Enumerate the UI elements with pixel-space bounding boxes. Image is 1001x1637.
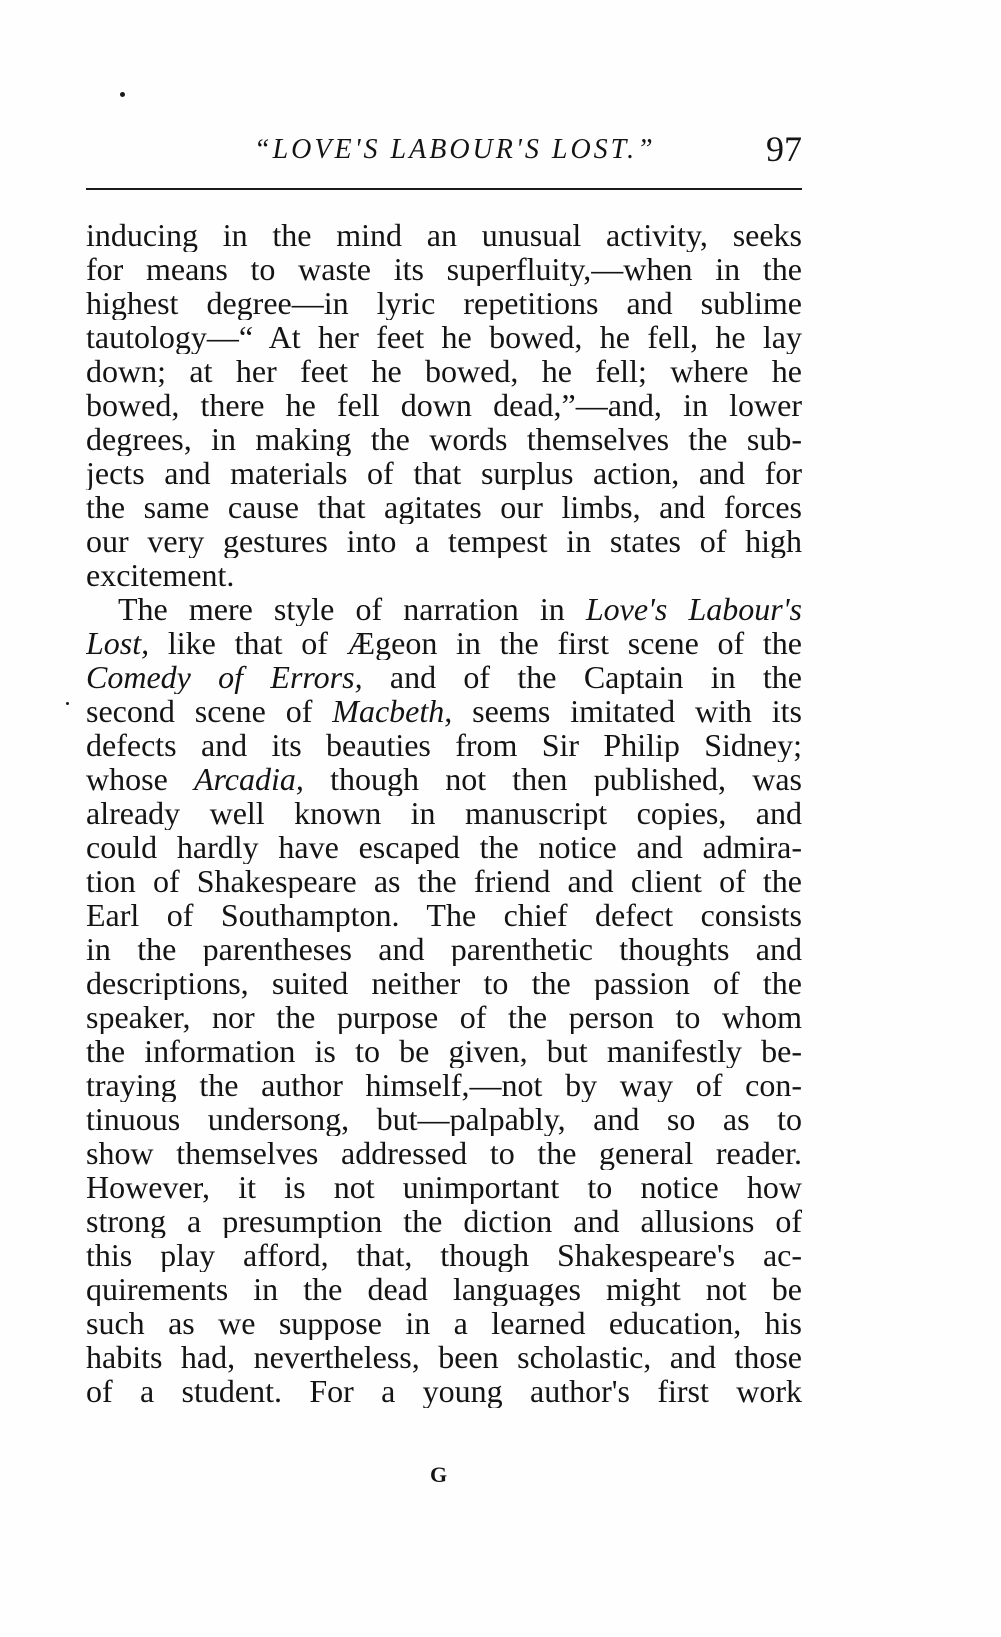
text-line: However, it is not unimportant to notice how (86, 1170, 802, 1204)
text-line: traying the author himself,—not by way of con- (86, 1068, 802, 1102)
text-line: inducing in the mind an unusual activity, seeks (86, 218, 802, 252)
text-run: seems imitated with its (452, 694, 802, 728)
running-head (86, 128, 802, 176)
text-line: of a student. For a young author's first work (86, 1374, 802, 1408)
italic-title: Love's Labour's (585, 592, 802, 626)
italic-title: Macbeth, (332, 694, 453, 728)
text-run: The mere style of narration in (118, 592, 586, 626)
text-line: could hardly have escaped the notice and admira- (86, 830, 802, 864)
text-line: Earl of Southampton. The chief defect consists (86, 898, 802, 932)
text-run: whose (86, 762, 194, 796)
signature-mark: G (430, 1462, 448, 1487)
text-line: in the parentheses and parenthetic thoughts and (86, 932, 802, 966)
text-line: our very gestures into a tempest in states of high (86, 524, 802, 558)
page-number: 97 (766, 129, 802, 169)
ink-speck (120, 92, 125, 97)
italic-title: Comedy of Errors, (86, 660, 363, 694)
text-line: tinuous undersong, but—palpably, and so as to (86, 1102, 802, 1136)
paragraph (86, 218, 802, 592)
text-line: the same cause that agitates our limbs, and forces (86, 490, 802, 524)
text-line: already well known in manuscript copies, and (86, 796, 802, 830)
text-run: and of the Captain in the (362, 660, 802, 694)
text-line: excitement. (86, 558, 235, 592)
text-run: though not then published, was (303, 762, 802, 796)
text-line: such as we suppose in a learned education, his (86, 1306, 802, 1340)
text-line (86, 762, 802, 796)
header-rule (86, 188, 802, 190)
text-line (86, 592, 802, 626)
text-line (86, 660, 802, 694)
text-line: tion of Shakespeare as the friend and client of the (86, 864, 802, 898)
text-line (86, 694, 802, 728)
text-line: habits had, nevertheless, been scholastic, and those (86, 1340, 802, 1374)
text-line: highest degree—in lyric repetitions and sublime (86, 286, 802, 320)
running-title: “LOVE'S LABOUR'S LOST.” (254, 134, 656, 165)
text-line: bowed, there he fell down dead,”—and, in lower (86, 388, 802, 422)
text-line: tautology—“ At her feet he bowed, he fell, he lay (86, 320, 802, 354)
ink-speck (66, 702, 69, 705)
text-line: speaker, nor the purpose of the person to whom (86, 1000, 802, 1034)
text-line: strong a presumption the diction and allusions of (86, 1204, 802, 1238)
text-line: descriptions, suited neither to the passion of the (86, 966, 802, 1000)
text-run: second scene of (86, 694, 333, 728)
paragraph (86, 592, 802, 1408)
text-line: show themselves addressed to the general reader. (86, 1136, 802, 1170)
text-line: for means to waste its superfluity,—when in the (86, 252, 802, 286)
body-text (86, 218, 802, 1408)
text-line: degrees, in making the words themselves the sub- (86, 422, 802, 456)
text-line: quirements in the dead languages might not be (86, 1272, 802, 1306)
text-run: like that of Ægeon in the first scene of the (149, 626, 802, 660)
italic-title: Lost, (86, 626, 150, 660)
text-line: defects and its beauties from Sir Philip Sidney; (86, 728, 802, 762)
text-line: this play afford, that, though Shakespeare's ac- (86, 1238, 802, 1272)
text-line: down; at her feet he bowed, he fell; where he (86, 354, 802, 388)
text-line: the information is to be given, but manifestly be- (86, 1034, 802, 1068)
text-line (86, 626, 802, 660)
italic-title: Arcadia, (193, 762, 304, 796)
text-line: jects and materials of that surplus action, and for (86, 456, 802, 490)
